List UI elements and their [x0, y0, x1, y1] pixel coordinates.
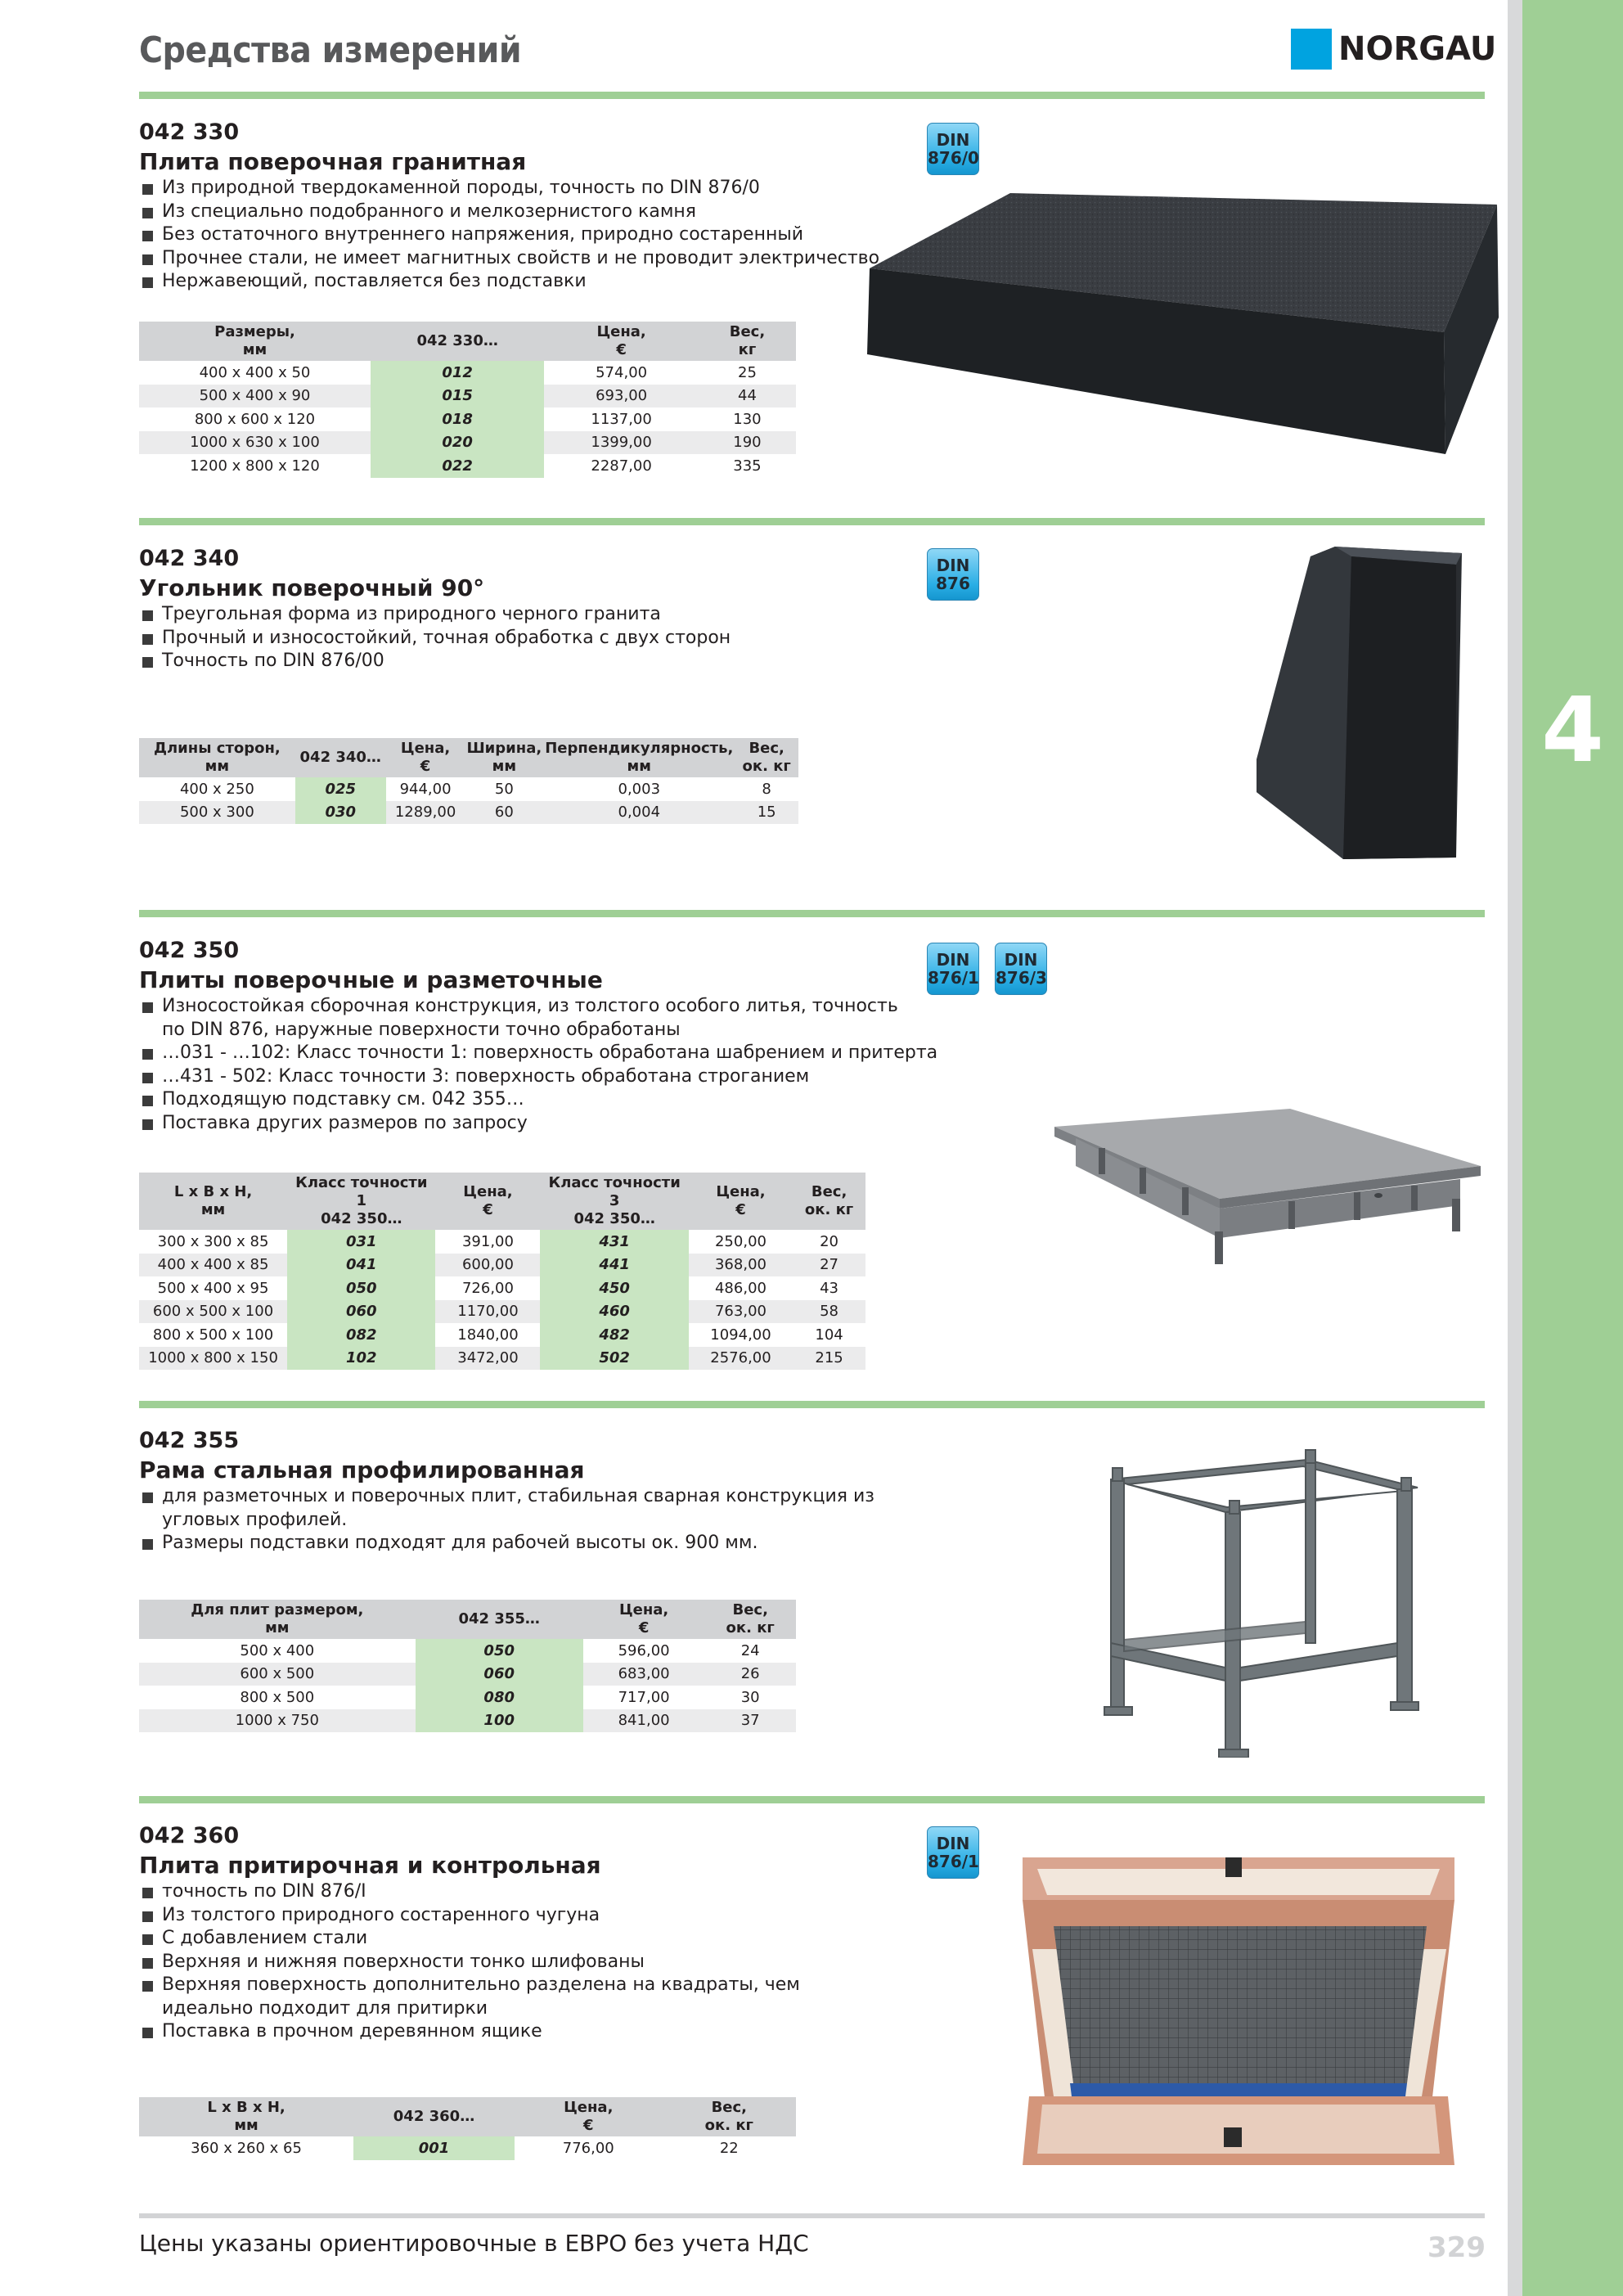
table-cell: 600 x 500	[139, 1663, 416, 1686]
section-title: Плиты поверочные и разметочные	[139, 966, 603, 993]
brand-logo	[1291, 28, 1496, 70]
table-cell: 841,00	[583, 1709, 705, 1733]
table-cell: 0,004	[543, 801, 735, 825]
table-cell: 800 x 500 x 100	[152, 1326, 274, 1344]
table-cell: 683,00	[583, 1663, 705, 1686]
table-cell: 22	[719, 2139, 739, 2157]
article-number-cell: 041	[287, 1254, 435, 1277]
table-cell: 30	[740, 1688, 760, 1706]
table-cell: 0,003	[618, 780, 661, 798]
table-cell: 27	[793, 1254, 865, 1277]
table-cell: 215	[793, 1347, 865, 1371]
table-cell: 486,00	[714, 1279, 767, 1297]
table-cell: 500 x 400	[240, 1641, 315, 1659]
article-code: 042 330	[139, 119, 240, 145]
feature-item: Износостойкая сборочная конструкция, из толстого особого литья, точность по DIN 876, наружные поверхности точно обработаны	[141, 995, 937, 1042]
price-table	[139, 1173, 865, 1370]
price-table	[139, 2097, 796, 2160]
article-number-cell: 482	[540, 1323, 688, 1347]
section-title: Рама стальная профилированная	[139, 1456, 585, 1483]
granite-square-image	[1253, 547, 1466, 859]
feature-item: С добавлением стали	[141, 1927, 800, 1951]
din-badge	[927, 1826, 979, 1879]
table-header-cell: L x B x H, мм	[139, 1173, 287, 1230]
table-header-cell: Ширина, мм	[465, 738, 543, 777]
lapping-plate-in-box-image	[1021, 1851, 1459, 2167]
table-cell: 104	[815, 1326, 843, 1344]
article-number-cell: 018	[371, 407, 544, 431]
table-row	[139, 1276, 865, 1300]
article-code: 042 355	[139, 1428, 240, 1453]
table-header-cell: Размеры, мм	[139, 322, 371, 361]
table-cell: 500 x 300	[139, 801, 295, 825]
table-row	[139, 1639, 796, 1663]
table-header-cell: Вес, ок. кг	[663, 2097, 796, 2136]
table-row	[139, 1254, 865, 1277]
surface-plate-image	[1051, 1109, 1483, 1266]
table-cell: 1000 x 800 x 150	[139, 1347, 287, 1371]
din-badge	[995, 943, 1047, 995]
article-number-cell: 020	[371, 431, 544, 455]
din-label: DIN	[936, 556, 970, 575]
feature-item: Верхняя поверхность дополнительно разделена на квадраты, чем идеально подходит для притирки	[141, 1974, 800, 2020]
feature-item: точность по DIN 876/I	[141, 1880, 800, 1904]
table-cell: 2287,00	[591, 457, 652, 475]
chapter-sidebar	[1508, 0, 1623, 2296]
table-cell: 500 x 400 x 90	[139, 385, 371, 408]
table-header-cell: Цена, €	[435, 1173, 540, 1230]
feature-item: Из толстого природного состаренного чугуна	[141, 1904, 800, 1928]
table-cell: 693,00	[544, 385, 699, 408]
feature-item: Поставка в прочном деревянном ящике	[141, 2020, 800, 2044]
price-table	[139, 322, 796, 478]
table-header-cell: Вес, ок. кг	[793, 1173, 865, 1230]
table-row	[139, 1709, 796, 1733]
table-cell: 717,00	[618, 1688, 670, 1706]
feature-item: Размеры подставки подходят для рабочей высоты ок. 900 мм.	[141, 1532, 874, 1555]
feature-item: Подходящую подставку см. 042 355…	[141, 1088, 937, 1112]
din-badge	[927, 943, 979, 995]
section-title: Плита притирочная и контрольная	[139, 1852, 601, 1879]
article-number-cell: 022	[371, 454, 544, 478]
table-header-cell: Вес, ок. кг	[735, 738, 798, 777]
table-header-cell: Класс точности 1 042 350…	[287, 1173, 435, 1230]
feature-item: Из специально подобранного и мелкозернистого камня	[141, 200, 879, 224]
article-number-cell: 450	[540, 1276, 688, 1300]
article-code: 042 350	[139, 938, 240, 963]
table-row	[139, 1347, 865, 1371]
table-cell: 44	[699, 385, 796, 408]
table-cell: 368,00	[689, 1254, 793, 1277]
table-header-cell: Цена, €	[689, 1173, 793, 1230]
feature-item: Треугольная форма из природного черного гранита	[141, 603, 731, 627]
granite-plate-image	[863, 187, 1501, 465]
sidebar-edge	[1508, 0, 1522, 2296]
table-cell: 726,00	[461, 1279, 514, 1297]
article-number-cell: 080	[416, 1686, 583, 1709]
article-number-cell: 025	[295, 777, 386, 801]
table-cell: 596,00	[618, 1641, 670, 1659]
feature-item: Поставка других размеров по запросу	[141, 1112, 937, 1136]
table-cell: 776,00	[562, 2139, 614, 2157]
table-cell: 400 x 400 x 85	[139, 1254, 287, 1277]
article-number-cell: 015	[371, 385, 544, 408]
table-cell: 300 x 300 x 85	[157, 1232, 269, 1250]
table-row	[139, 2136, 796, 2160]
article-number-cell: 012	[371, 361, 544, 385]
table-header-cell: Цена, €	[583, 1600, 705, 1639]
table-header-cell: Класс точности 3 042 350…	[540, 1173, 688, 1230]
table-cell: 1840,00	[457, 1326, 519, 1344]
feature-item: Верхняя и нижняя поверхности тонко шлифованы	[141, 1951, 800, 1974]
table-row	[139, 431, 796, 455]
footer-divider	[139, 2213, 1485, 2218]
feature-item: …031 - …102: Класс точности 1: поверхность обработана шабрением и притерта	[141, 1042, 937, 1065]
article-number-cell: 460	[540, 1300, 688, 1324]
table-row	[139, 385, 796, 408]
feature-list	[141, 603, 731, 673]
article-number-cell: 050	[287, 1276, 435, 1300]
table-cell: 2576,00	[689, 1347, 793, 1371]
footer-note: Цены указаны ориентировочные в ЕВРО без учета НДС	[139, 2230, 809, 2257]
table-cell: 43	[820, 1279, 839, 1297]
table-cell: 335	[733, 457, 762, 475]
chapter-number: 4	[1541, 678, 1604, 782]
feature-item: Нержавеющий, поставляется без подставки	[141, 270, 879, 294]
article-number-cell: 001	[353, 2136, 515, 2160]
table-cell: 1170,00	[435, 1300, 540, 1324]
table-cell: 15	[735, 801, 798, 825]
article-number-cell: 431	[540, 1230, 688, 1254]
feature-list	[141, 1485, 874, 1555]
table-cell: 800 x 500	[240, 1688, 315, 1706]
table-header-cell: Длины сторон, мм	[139, 738, 295, 777]
din-label: DIN	[1004, 950, 1038, 970]
din-standard: 876/0	[928, 148, 979, 168]
section-divider	[139, 518, 1485, 525]
logo-square-icon	[1291, 29, 1332, 70]
table-header-cell: Перпендикулярность, мм	[543, 738, 735, 777]
article-number-cell: 082	[287, 1323, 435, 1347]
table-cell: 600 x 500 x 100	[139, 1300, 287, 1324]
section-title: Угольник поверочный 90°	[139, 574, 485, 601]
din-standard: 876/1	[928, 968, 979, 988]
table-row	[139, 1230, 865, 1254]
article-code: 042 340	[139, 546, 240, 571]
table-row	[139, 777, 798, 801]
article-number-cell: 441	[540, 1254, 688, 1277]
table-cell: 1200 x 800 x 120	[190, 457, 320, 475]
section-divider	[139, 92, 1485, 99]
section-divider	[139, 1796, 1485, 1803]
section-divider	[139, 1401, 1485, 1408]
feature-item: Точность по DIN 876/00	[141, 650, 731, 673]
article-number-cell: 050	[416, 1639, 583, 1663]
section-divider	[139, 910, 1485, 917]
feature-list	[141, 177, 879, 294]
feature-item: …431 - 502: Класс точности 3: поверхность обработана строганием	[141, 1065, 937, 1089]
table-header-cell: 042 360…	[353, 2097, 515, 2136]
table-row	[139, 1300, 865, 1324]
table-row	[139, 1686, 796, 1709]
article-code: 042 360	[139, 1823, 240, 1848]
table-cell: 1000 x 750	[139, 1709, 416, 1733]
table-row	[139, 801, 798, 825]
table-cell: 574,00	[596, 363, 648, 381]
table-cell: 25	[738, 363, 757, 381]
article-number-cell: 502	[540, 1347, 688, 1371]
price-table	[139, 1600, 796, 1732]
table-cell: 944,00	[399, 780, 452, 798]
article-number-cell: 102	[287, 1347, 435, 1371]
table-cell: 400 x 250	[179, 780, 254, 798]
table-cell: 800 x 600 x 120	[194, 410, 316, 428]
din-standard: 876	[936, 574, 970, 593]
table-cell: 1000 x 630 x 100	[139, 431, 371, 455]
table-cell: 130	[733, 410, 762, 428]
table-cell: 1289,00	[386, 801, 465, 825]
table-row	[139, 361, 796, 385]
logo-text: NORGAU	[1338, 30, 1497, 68]
steel-stand-image	[1095, 1447, 1423, 1758]
din-badge	[927, 548, 979, 601]
table-cell: 20	[820, 1232, 839, 1250]
table-cell: 600,00	[435, 1254, 540, 1277]
din-label: DIN	[936, 950, 970, 970]
din-label: DIN	[936, 130, 970, 150]
table-cell: 1399,00	[544, 431, 699, 455]
table-row	[139, 1323, 865, 1347]
feature-item: Прочный и износостойкий, точная обработка с двух сторон	[141, 627, 731, 651]
table-cell: 60	[465, 801, 543, 825]
table-cell: 250,00	[714, 1232, 767, 1250]
feature-item: Из природной твердокаменной породы, точность по DIN 876/0	[141, 177, 879, 200]
feature-item: Прочнее стали, не имеет магнитных свойств и не проводит электричество	[141, 247, 879, 271]
article-number-cell: 060	[416, 1663, 583, 1686]
table-cell: 37	[704, 1709, 796, 1733]
table-cell: 190	[699, 431, 796, 455]
article-number-cell: 100	[416, 1709, 583, 1733]
section-title: Плита поверочная гранитная	[139, 148, 527, 175]
table-header-cell: Вес, кг	[699, 322, 796, 361]
table-header-cell: Вес, ок. кг	[704, 1600, 796, 1639]
article-number-cell: 031	[287, 1230, 435, 1254]
table-header-cell: L x B x H, мм	[139, 2097, 353, 2136]
table-cell: 1137,00	[591, 410, 652, 428]
table-cell: 24	[740, 1641, 760, 1659]
table-header-cell: 042 330…	[371, 322, 544, 361]
table-cell: 763,00	[689, 1300, 793, 1324]
table-cell: 58	[793, 1300, 865, 1324]
table-cell: 360 x 260 x 65	[191, 2139, 302, 2157]
feature-list	[141, 1880, 800, 2044]
table-header-cell: Цена, €	[386, 738, 465, 777]
din-standard: 876/1	[928, 1852, 979, 1871]
feature-item: для разметочных и поверочных плит, стабильная сварная конструкция из угловых профилей.	[141, 1485, 874, 1532]
table-cell: 26	[704, 1663, 796, 1686]
article-number-cell: 060	[287, 1300, 435, 1324]
feature-item: Без остаточного внутреннего напряжения, природно состаренный	[141, 223, 879, 247]
table-header-cell: Для плит размером, мм	[139, 1600, 416, 1639]
feature-list	[141, 995, 937, 1135]
table-header-cell: Цена, €	[515, 2097, 663, 2136]
table-cell: 8	[762, 780, 771, 798]
table-cell: 500 x 400 x 95	[157, 1279, 269, 1297]
price-table	[139, 738, 798, 824]
din-label: DIN	[936, 1834, 970, 1853]
table-row	[139, 407, 796, 431]
din-standard: 876/3	[996, 968, 1047, 988]
table-row	[139, 454, 796, 478]
table-cell: 3472,00	[435, 1347, 540, 1371]
table-cell: 391,00	[461, 1232, 514, 1250]
table-cell: 50	[494, 780, 514, 798]
table-header-cell: 042 355…	[416, 1600, 583, 1639]
table-row	[139, 1663, 796, 1686]
table-header-cell: Цена, €	[544, 322, 699, 361]
page-number: 329	[1427, 2231, 1486, 2264]
table-header-cell: 042 340…	[295, 738, 386, 777]
article-number-cell: 030	[295, 801, 386, 825]
page-title: Средства измерений	[139, 29, 522, 71]
table-cell: 400 x 400 x 50	[199, 363, 311, 381]
table-cell: 1094,00	[710, 1326, 771, 1344]
din-badge	[927, 123, 979, 175]
